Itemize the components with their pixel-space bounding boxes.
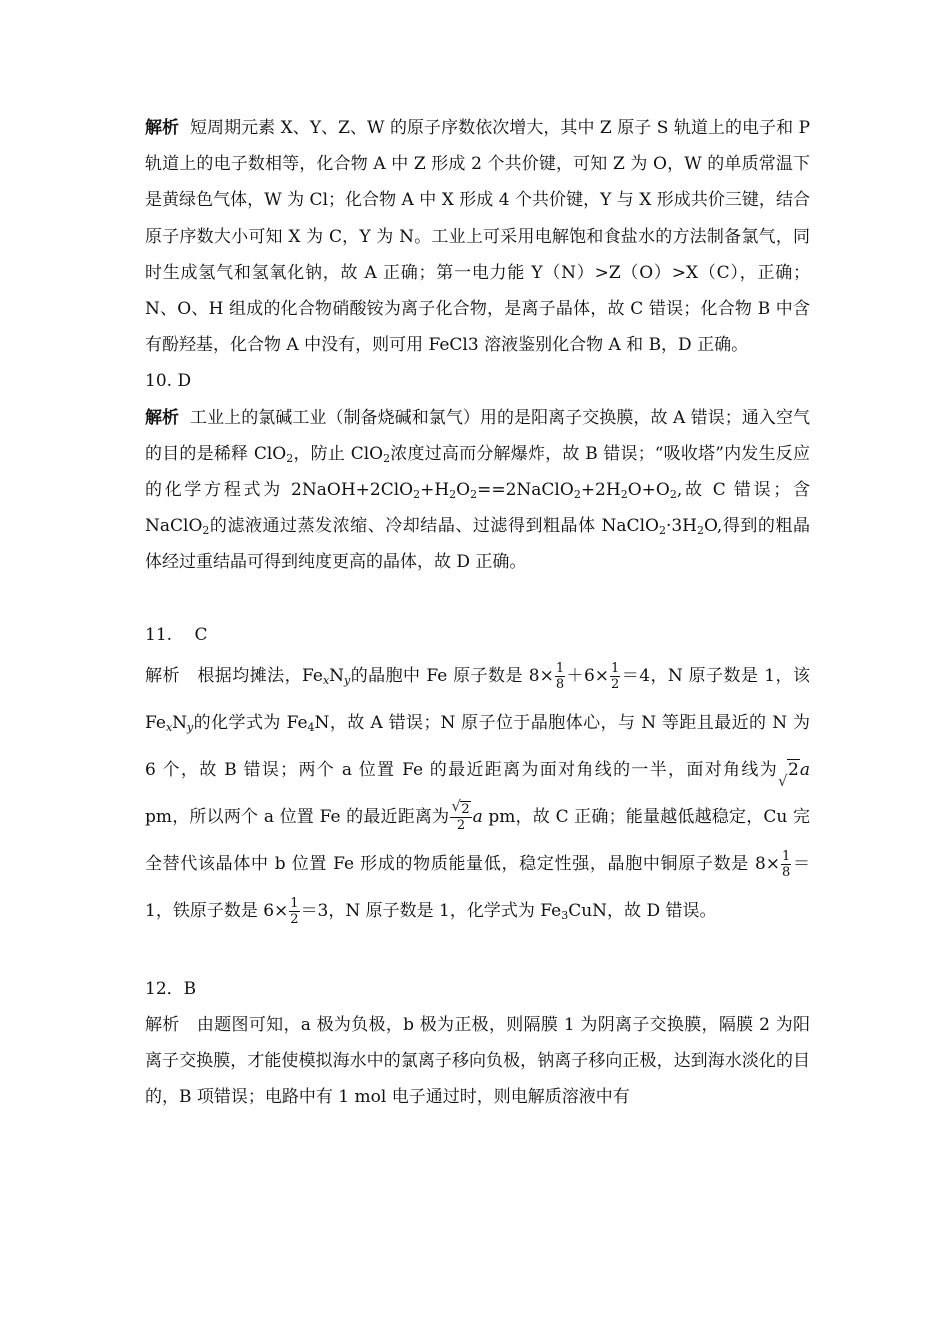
- q10-answer: 10. D: [145, 371, 192, 392]
- fraction-sqrt2-over-2: √ $\frac{2}{2}$: [450, 801, 471, 833]
- spacer: [145, 581, 810, 617]
- q9-explanation: 解析 短周期元素 X、Y、Z、W 的原子序数依次增大，其中 Z 原子 S 轨道上的电子和 P 轨道上的电子数相等，化合物 A 中 Z 形成 2 个共价键，可知 Z 为 O，W 的单质常温下是黄绿色气体，W 为 Cl；化合物 A 中 X 形成 4 个共价键，Y 与 X 形成共价三键，结合原子序数大小可知 X 为 C，Y 为 N。工业上可采用电解饱和食盐水的方法制备氯气，同时生成氢气和氢氧化钠，故 A 正确；第一电力能 Y（N）>Z（O）>X（C），正确；N、O、H 组成的化合物硝酸铵为离子化合物，是离子晶体，故 C 错误；化合物 B 中含有酚羟基，化合物 A 中没有，则可用 FeCl3 溶液鉴别化合物 A 和 B，D 正确。: [145, 118, 811, 356]
- q10-explanation: 解析 工业上的氯碱工业（制备烧碱和氯气）用的是阳离子交换膜，故 A 错误；通入空气的目的是稀释 ClO$_2$，防止 ClO$_2$浓度过高而分解爆炸，故 B 错误；“吸收塔”内发生反应的化学方程式为 $2NaOH+2ClO_2+H_2O_2==2NaClO_2+2H_2O+O_2$,故 C 错误；含 NaClO$_2$的滤液通过蒸发浓缩、冷却结晶、过滤得到粗晶体 $NaClO_2\cdot 3H_2O$,得到的粗晶体经过重结晶可得到纯度更高的晶体，故 D 正确。: [145, 407, 810, 573]
- q12-explanation: 解析 由题图可知，a 极为负极，b 极为正极，则隔膜 1 为阴离子交换膜，隔膜 2 为阳离子交换膜，才能使模拟海水中的氯离子移向负极，钠离子移向正极，达到海水淡化的目的，B 项错误；电路中有 1 mol 电子通过时，则电解质溶液中有: [145, 1015, 811, 1108]
- fraction-one-eighth: $\frac{1}{8}$: [555, 660, 565, 692]
- q11-explanation: 解析 根据均摊法，$Fe_xN_y$的晶胞中 Fe 原子数是 8× $\frac{1}{8}$ ＋6× $\frac{1}{2}$ ＝4，N 原子数是 1，该 $Fe_xN_y$的化学式为 $Fe_4N$，故 A 错误；N 原子位于晶胞体心，与 N 等距且最近的 N 为 6 个，故 B 错误；两个 a 位置 Fe 的最近距离为面对角线的一半，面对角线为√ 2a pm，所以两个 a 位置 Fe 的最近距离为 √ $\frac{2}{2}$ a pm，故 C 正确；能量越低越稳定，Cu 完全替代该晶体中 b 位置 Fe 形成的物质能量低，稳定性强，晶胞中铜原子数是 8× $\frac{1}{8}$ ＝1，铁原子数是 6× $\frac{1}{2}$ ＝3，N 原子数是 1，化学式为 $Fe_3CuN$，故 D 错误。: [145, 653, 810, 935]
- explanation-label: 解析: [145, 1015, 180, 1036]
- document-body: [145, 110, 810, 1116]
- fraction-one-half: $\frac{1}{2}$: [290, 895, 299, 927]
- sqrt-2a: √ 2: [778, 760, 800, 780]
- explanation-label: 解析: [145, 118, 180, 138]
- fraction-one-half: $\frac{1}{2}$: [611, 660, 620, 692]
- explanation-label: 解析: [145, 665, 180, 686]
- explanation-label: 解析: [145, 407, 180, 428]
- q11-answer: 11. C: [145, 624, 208, 645]
- q12-answer: 12．B: [145, 978, 197, 999]
- spacer: [145, 935, 810, 971]
- fraction-one-eighth: $\frac{1}{8}$: [782, 848, 791, 880]
